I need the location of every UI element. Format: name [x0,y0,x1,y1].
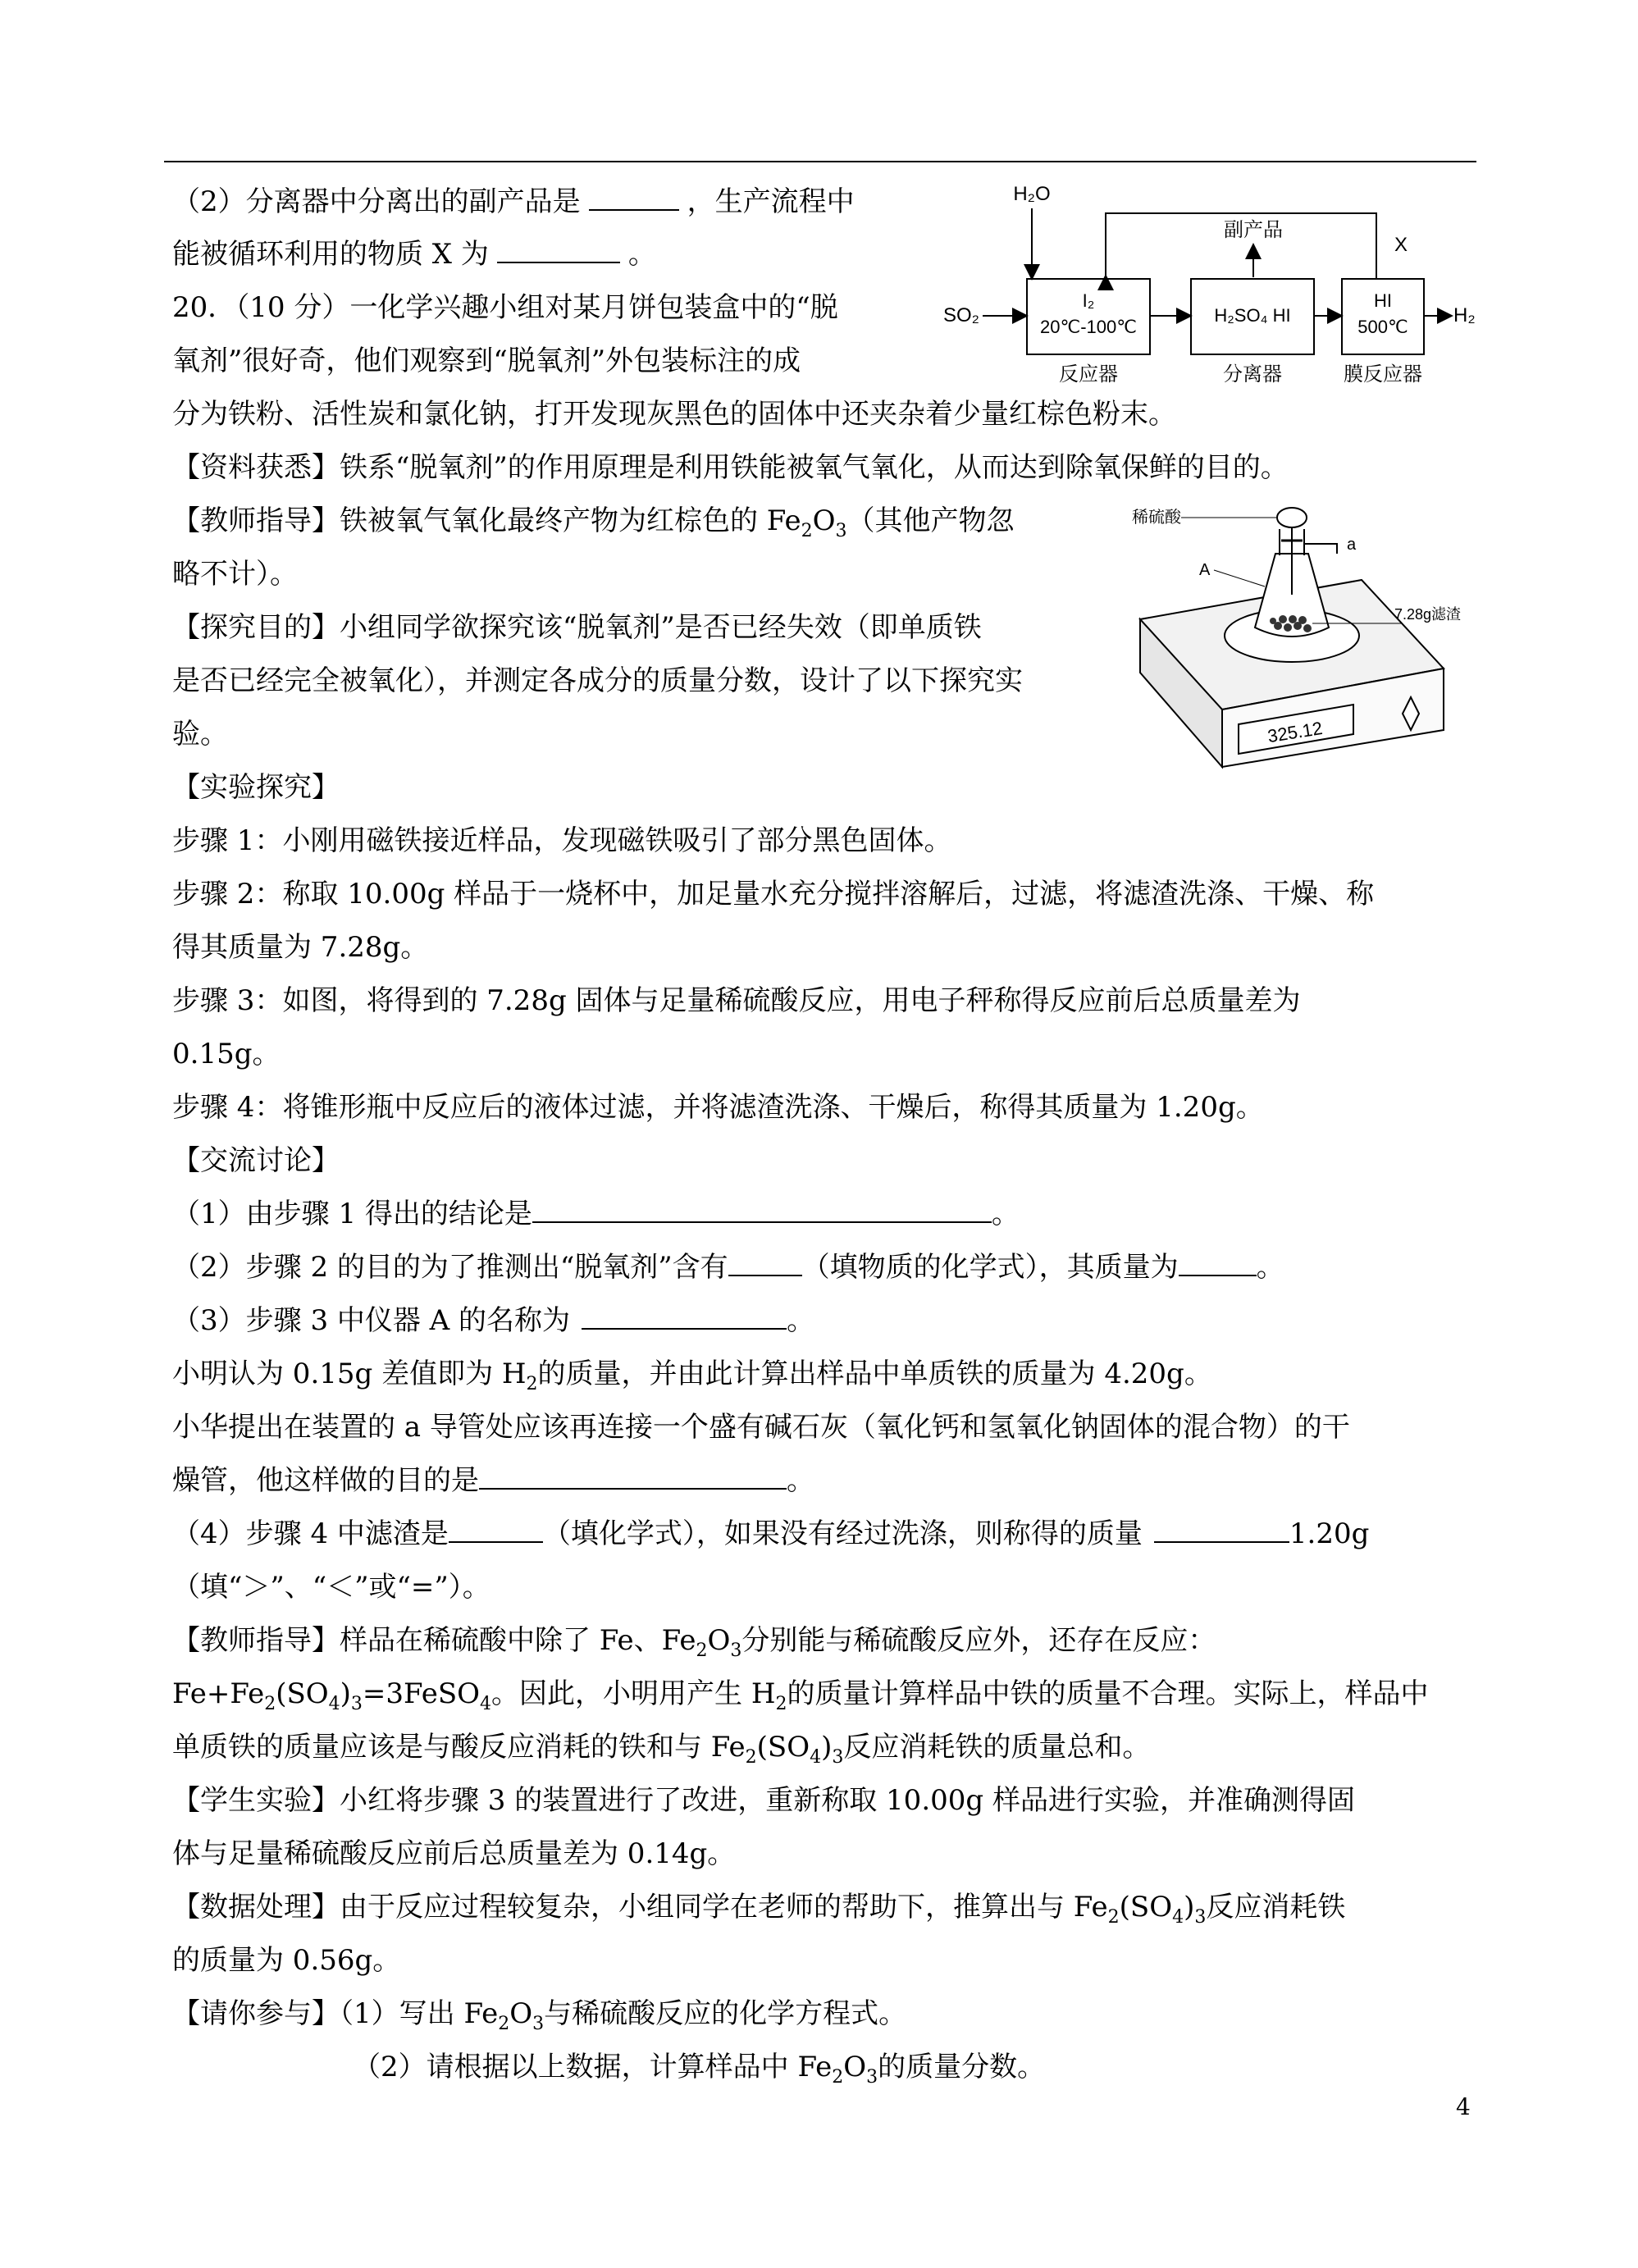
text-line: 氧剂”很好奇，他们观察到“脱氧剂”外包装标注的成 [172,345,801,377]
reaction-equation-line: $Fe+Fe_2(SO_4)_3=3FeSO_4$。因此，小明用产生 $H_2$的质量计算样品中铁的质量不合理。实际上，样品中 [172,1677,1429,1714]
text-line: 是否已经完全被氧化），并测定各成分的质量分数，设计了以下探究实 [172,664,1023,697]
svg-text:I₂: I₂ [1082,290,1095,311]
svg-text:20℃-100℃: 20℃-100℃ [1040,317,1137,337]
byproduct-label: 副产品 [1224,219,1283,241]
text-line: （2）分离器中分离出的副产品是 ，生产流程中 [172,185,855,218]
answer-blank[interactable] [1154,1517,1289,1543]
residue-label: 7.28g滤渣 [1394,606,1462,623]
instrument-A-label: A [1199,561,1211,579]
separator-label: 分离器 [1223,363,1282,386]
text-line: 分为铁粉、活性炭和氯化钠，打开发现灰黑色的固体中还夹杂着少量红棕色粉末。 [172,398,1176,431]
text-line: （2）请根据以上数据，计算样品中 $Fe_2O_3$的质量分数。 [353,2051,1046,2088]
production-flow-diagram [935,180,1485,394]
text-line: （2）步骤 2 的目的为了推测出“脱氧剂”含有 （填物质的化学式），其质量为 。 [172,1251,1284,1284]
text-line: 【请你参与】（1）写出 $Fe_2O_3$与稀硫酸反应的化学方程式。 [172,1997,907,2034]
h2-label: H₂ [1453,304,1476,326]
svg-text:HI: HI [1374,290,1392,311]
answer-blank[interactable] [582,1303,787,1330]
answer-blank[interactable] [532,1197,992,1223]
tube-a-label: a [1347,536,1357,554]
section-heading: 【交流讨论】 [172,1144,340,1177]
answer-blank[interactable] [589,185,679,211]
page-number: 4 [1456,2093,1471,2120]
text-line: 【教师指导】铁被氧气氧化最终产物为红棕色的 $Fe_2O_3$（其他产物忽 [172,504,1015,541]
text-line: 【教师指导】样品在稀硫酸中除了 Fe、$Fe_2O_3$分别能与稀硫酸反应外，还存在反应： [172,1624,1216,1661]
text-line: （4）步骤 4 中滤渣是 （填化学式），如果没有经过洗涤，则称得的质量 1.20g [172,1517,1370,1550]
x-label: X [1394,234,1408,256]
text-line: 【数据处理】由于反应过程较复杂，小组同学在老师的帮助下，推算出与 $Fe_2(SO_4)_3$反应消耗铁 [172,1891,1346,1928]
text-line: 略不计）。 [172,558,298,591]
answer-blank[interactable] [479,1463,787,1490]
reactor-label: 反应器 [1059,363,1118,386]
text-line: 步骤 4：将锥形瓶中反应后的液体过滤，并将滤渣洗涤、干燥后，称得其质量为 1.20g。 [172,1091,1264,1124]
text-line: 步骤 2：称取 10.00g 样品于一烧杯中，加足量水充分搅拌溶解后，过滤，将滤渣洗涤、干燥、称 [172,878,1375,910]
so2-label: SO₂ [943,304,979,326]
svg-text:H₂SO₄ HI: H₂SO₄ HI [1214,305,1291,326]
membrane-reactor-label: 膜反应器 [1344,363,1422,386]
h2o-label: H₂O [1013,183,1051,205]
answer-blank[interactable] [449,1517,543,1543]
text-line: 【探究目的】小组同学欲探究该“脱氧剂”是否已经失效（即单质铁 [172,611,982,644]
section-heading: 【实验探究】 [172,771,340,804]
scale-display: 325.12 [1266,717,1325,747]
text-line: 小明认为 0.15g 差值即为 $H_2$的质量，并由此计算出样品中单质铁的质量为 4.20g。 [172,1358,1212,1394]
acid-label: 稀硫酸 [1132,509,1181,527]
answer-blank[interactable] [728,1250,802,1276]
answer-blank[interactable] [497,237,620,263]
question-20-title: 20．（10 分）一化学兴趣小组对某月饼包装盒中的“脱 [172,291,838,324]
text-line: 步骤 1：小刚用磁铁接近样品，发现磁铁吸引了部分黑色固体。 [172,824,952,857]
text-line: 单质铁的质量应该是与酸反应消耗的铁和与 $Fe_2(SO_4)_3$反应消耗铁的质量总和。 [172,1731,1151,1768]
text-line: 【资料获悉】铁系“脱氧剂”的作用原理是利用铁能被氧气氧化，从而达到除氧保鲜的目的。 [172,451,1289,484]
header-rule [164,161,1476,162]
electronic-scale-apparatus [1132,504,1476,800]
text-line: 小华提出在装置的 a 导管处应该再连接一个盛有碱石灰（氧化钙和氢氧化钠固体的混合物）的干 [172,1411,1350,1444]
text-line: 燥管，他这样做的目的是 。 [172,1464,814,1497]
text-line: 的质量为 0.56g。 [172,1944,401,1977]
text-line: 步骤 3：如图，将得到的 7.28g 固体与足量稀硫酸反应，用电子秤称得反应前后总质量差为 [172,984,1301,1017]
svg-text:500℃: 500℃ [1357,317,1408,337]
text-line: 验。 [172,718,228,751]
text-line: （3）步骤 3 中仪器 A 的名称为 。 [172,1304,815,1337]
text-line: 得其质量为 7.28g。 [172,931,429,964]
text-line: （1）由步骤 1 得出的结论是 。 [172,1198,1020,1230]
text-line: 【学生实验】小红将步骤 3 的装置进行了改进，重新称取 10.00g 样品进行实验，并准确测得固 [172,1784,1355,1817]
text-line: 能被循环利用的物质 X 为 。 [172,238,656,271]
text-line: 体与足量稀硫酸反应前后总质量差为 0.14g。 [172,1837,736,1870]
text-line: 0.15g。 [172,1038,281,1070]
text-line: （填“＞”、“＜”或“=”）。 [172,1571,490,1604]
answer-blank[interactable] [1179,1250,1257,1276]
